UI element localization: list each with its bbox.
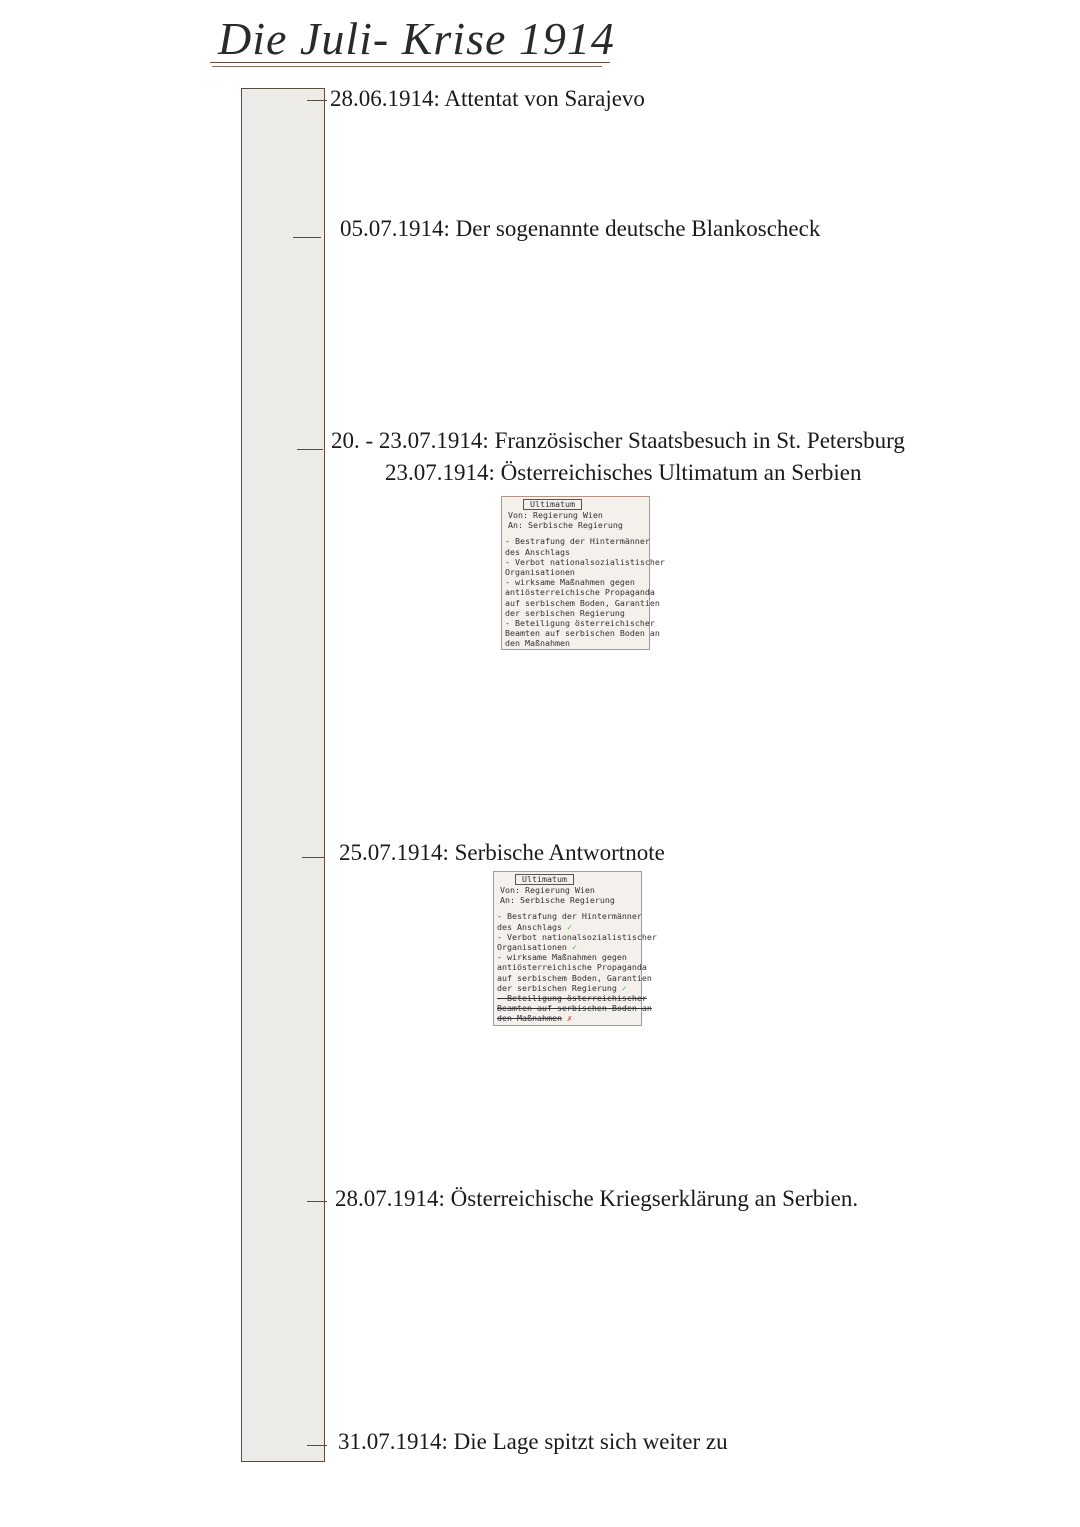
note-line: - Beteiligung österreichischer bbox=[505, 618, 655, 629]
note-heading: Ultimatum bbox=[523, 499, 582, 510]
timeline-tick bbox=[302, 857, 324, 858]
event-date: 25.07.1914: bbox=[339, 840, 449, 865]
note-from: Von: Regierung Wien bbox=[508, 510, 603, 520]
note-line: des Anschlags bbox=[497, 921, 562, 932]
note-line: Beamten auf serbischen Boden an bbox=[505, 628, 660, 639]
note-from: Von: Regierung Wien bbox=[500, 885, 595, 895]
note-heading: Ultimatum bbox=[515, 874, 574, 885]
timeline-event bbox=[385, 460, 862, 486]
note-line: Organisationen bbox=[497, 942, 567, 953]
timeline-event bbox=[340, 216, 820, 242]
timeline-tick bbox=[307, 1445, 327, 1446]
event-date: 23.07.1914: bbox=[385, 460, 495, 485]
answer-note bbox=[493, 871, 657, 1026]
note-line: antiösterreichische Propaganda bbox=[505, 587, 655, 598]
check-icon: ✓ bbox=[621, 982, 627, 993]
note-line: auf serbischem Boden, Garantien bbox=[497, 972, 652, 983]
note-line: - wirksame Maßnahmen gegen bbox=[497, 952, 627, 963]
note-line: - wirksame Maßnahmen gegen bbox=[505, 577, 635, 588]
note-line: - Verbot nationalsozialistischer bbox=[505, 556, 665, 567]
event-text: Serbische Antwortnote bbox=[454, 840, 665, 865]
event-text: Österreichische Kriegserklärung an Serbien. bbox=[450, 1186, 859, 1211]
note-line: des Anschlags bbox=[505, 546, 570, 557]
timeline-event bbox=[338, 1429, 728, 1455]
event-text: Die Lage spitzt sich weiter zu bbox=[453, 1429, 728, 1454]
event-date: 05.07.1914: bbox=[340, 216, 450, 241]
note-to: An: Serbische Regierung bbox=[500, 895, 615, 906]
note-line: Organisationen bbox=[505, 567, 575, 578]
timeline-bar bbox=[241, 88, 325, 1462]
note-line: auf serbischem Boden, Garantien bbox=[505, 597, 660, 608]
event-date: 28.07.1914: bbox=[335, 1186, 445, 1211]
note-line-struck: Beamten auf serbischen Boden an bbox=[497, 1003, 652, 1014]
note-to: An: Serbische Regierung bbox=[508, 520, 623, 531]
event-date: 20. - 23.07.1914: bbox=[331, 428, 489, 453]
check-icon: ✓ bbox=[571, 942, 577, 953]
page-title: Die Juli- Krise 1914 bbox=[218, 13, 615, 64]
title-underline-second bbox=[212, 66, 602, 67]
timeline-event bbox=[339, 840, 665, 866]
note-line: - Bestrafung der Hintermänner bbox=[497, 911, 642, 922]
event-text: Österreichisches Ultimatum an Serbien bbox=[500, 460, 862, 485]
timeline-tick bbox=[297, 449, 323, 450]
event-date: 31.07.1914: bbox=[338, 1429, 448, 1454]
timeline-tick bbox=[293, 237, 321, 238]
note-line: der serbischen Regierung bbox=[497, 982, 617, 993]
note-line-struck: - Beteiligung österreichischer bbox=[497, 993, 647, 1004]
note-line: - Verbot nationalsozialistischer bbox=[497, 931, 657, 942]
timeline-event bbox=[331, 428, 905, 454]
note-line: den Maßnahmen bbox=[505, 638, 570, 649]
event-date: 28.06.1914: bbox=[330, 86, 440, 111]
event-text: Der sogenannte deutsche Blankoscheck bbox=[455, 216, 821, 241]
event-text: Attentat von Sarajevo bbox=[444, 86, 645, 111]
timeline-event bbox=[330, 86, 645, 112]
note-line: - Bestrafung der Hintermänner bbox=[505, 536, 650, 547]
timeline-event bbox=[335, 1186, 858, 1212]
note-line-struck: den Maßnahmen bbox=[497, 1013, 562, 1024]
note-line: der serbischen Regierung bbox=[505, 607, 625, 618]
check-icon: ✓ bbox=[566, 921, 572, 932]
ultimatum-note bbox=[501, 496, 665, 650]
title-underline bbox=[210, 62, 610, 63]
note-line: antiösterreichische Propaganda bbox=[497, 962, 647, 973]
event-text: Französischer Staatsbesuch in St. Petersburg bbox=[494, 428, 905, 453]
cross-icon: ✗ bbox=[566, 1013, 572, 1024]
timeline-tick bbox=[307, 1201, 327, 1202]
timeline-tick bbox=[307, 100, 327, 101]
